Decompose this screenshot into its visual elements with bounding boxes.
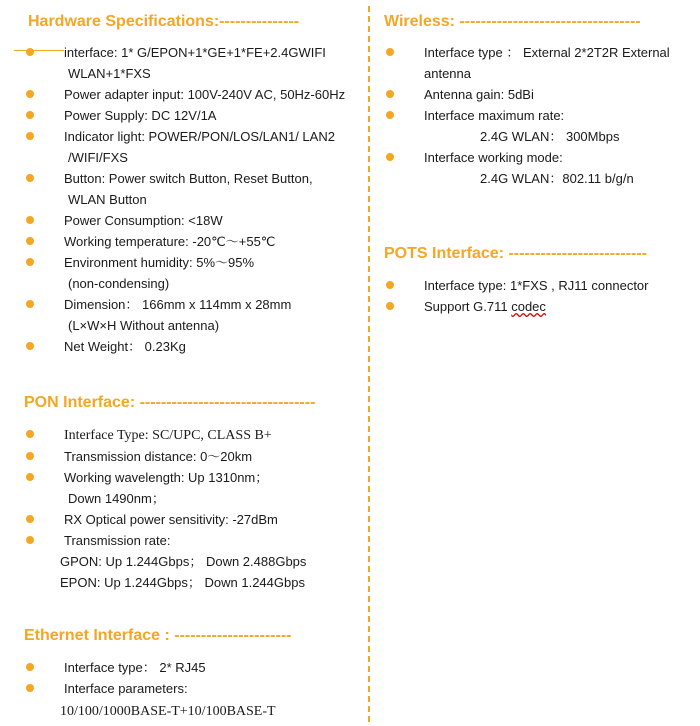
- hardware-section: [28, 12, 368, 32]
- item-text-cont: /WIFI/FXS: [68, 150, 128, 165]
- item-text-cont: EPON: Up 1.244Gbps； Down 1.244Gbps: [60, 575, 305, 590]
- item-text: Interface maximum rate:: [424, 108, 565, 123]
- item-text: Working wavelength: Up 1310nm；: [64, 470, 269, 485]
- list-item: [384, 296, 684, 317]
- item-text-cont: 10/100/1000BASE-T+10/100BASE-T: [60, 704, 276, 719]
- list-item: [24, 336, 364, 357]
- item-text-cont: WLAN+1*FXS: [68, 66, 151, 81]
- list-item: [24, 252, 364, 294]
- item-text: Dimension： 166mm x 114mm x 28mm: [64, 297, 292, 312]
- ethernet-section: [24, 626, 291, 646]
- hardware-list: [24, 42, 364, 357]
- list-item: [24, 446, 364, 467]
- item-text: Transmission distance: 0～20km: [64, 449, 253, 464]
- item-text: interface: 1* G/EPON+1*GE+1*FE+2.4GWIFI: [64, 45, 326, 60]
- item-text-cont: (non-condensing): [68, 276, 170, 291]
- pon-list: [24, 424, 364, 593]
- item-text-cont: (L×W×H Without antenna): [68, 318, 220, 333]
- item-text-cont: WLAN Button: [68, 192, 147, 207]
- list-item: [24, 294, 364, 336]
- list-item: [384, 147, 684, 189]
- pon-section: [24, 393, 315, 413]
- list-item: [24, 678, 364, 722]
- item-text: Support G.711: [424, 299, 512, 314]
- item-text-cont: GPON: Up 1.244Gbps； Down 2.488Gbps: [60, 554, 307, 569]
- list-item: [24, 168, 364, 210]
- pots-heading: POTS Interface: --------------------------: [384, 245, 648, 262]
- item-text: Indicator light: POWER/PON/LOS/LAN1/ LAN2: [64, 129, 335, 144]
- item-text: Working temperature: -20℃～+55℃: [64, 234, 276, 249]
- list-item: [24, 424, 364, 446]
- item-text-underlined: codec: [511, 299, 546, 314]
- column-divider: [368, 6, 370, 722]
- item-text: Transmission rate:: [64, 533, 171, 548]
- list-item: [384, 84, 684, 105]
- list-item: [24, 231, 364, 252]
- item-text: Environment humidity: 5%～95%: [64, 255, 255, 270]
- list-item: [384, 105, 684, 147]
- item-text: Interface type: 1*FXS , RJ11 connector: [424, 278, 649, 293]
- list-item: [24, 105, 364, 126]
- item-text-cont: 2.4G WLAN：802.11 b/g/n: [480, 171, 634, 186]
- list-item: [384, 42, 684, 84]
- hardware-heading: Hardware Specifications:---------------: [28, 13, 300, 30]
- list-item: [24, 657, 364, 678]
- ethernet-list: [24, 657, 364, 722]
- list-item: [24, 42, 364, 84]
- wireless-heading: Wireless: ----------------------------------: [384, 13, 641, 30]
- item-text: Power adapter input: 100V-240V AC, 50Hz-60Hz: [64, 87, 346, 102]
- list-item: [384, 275, 684, 296]
- item-text: Power Supply: DC 12V/1A: [64, 108, 217, 123]
- list-item: [24, 210, 364, 231]
- item-text: Net Weight： 0.23Kg: [64, 339, 186, 354]
- pots-list: [384, 275, 684, 317]
- item-text: Interface working mode:: [424, 150, 563, 165]
- item-text: Interface Type: SC/UPC, CLASS B+: [64, 428, 272, 443]
- item-text-cont: 2.4G WLAN： 300Mbps: [480, 129, 620, 144]
- list-item: [24, 126, 364, 168]
- item-text-cont: antenna: [424, 66, 471, 81]
- wireless-list: [384, 42, 684, 189]
- list-item: [24, 530, 364, 593]
- item-text: Interface parameters:: [64, 681, 188, 696]
- item-text-cont: Down 1490nm；: [68, 491, 165, 506]
- item-text: Button: Power switch Button, Reset Button,: [64, 171, 313, 186]
- item-text: Power Consumption: <18W: [64, 213, 223, 228]
- item-text: Interface type ： External 2*2T2R External: [424, 45, 670, 60]
- ethernet-heading: Ethernet Interface : ----------------------: [24, 627, 292, 644]
- item-text: Antenna gain: 5dBi: [424, 87, 534, 102]
- list-item: [24, 467, 364, 509]
- pon-heading: PON Interface: ---------------------------------: [24, 394, 316, 411]
- pots-section: [384, 244, 647, 264]
- list-item: [24, 509, 364, 530]
- wireless-section: [384, 12, 641, 32]
- list-item: [24, 84, 364, 105]
- item-text: RX Optical power sensitivity: -27dBm: [64, 512, 278, 527]
- item-text: Interface type： 2* RJ45: [64, 660, 206, 675]
